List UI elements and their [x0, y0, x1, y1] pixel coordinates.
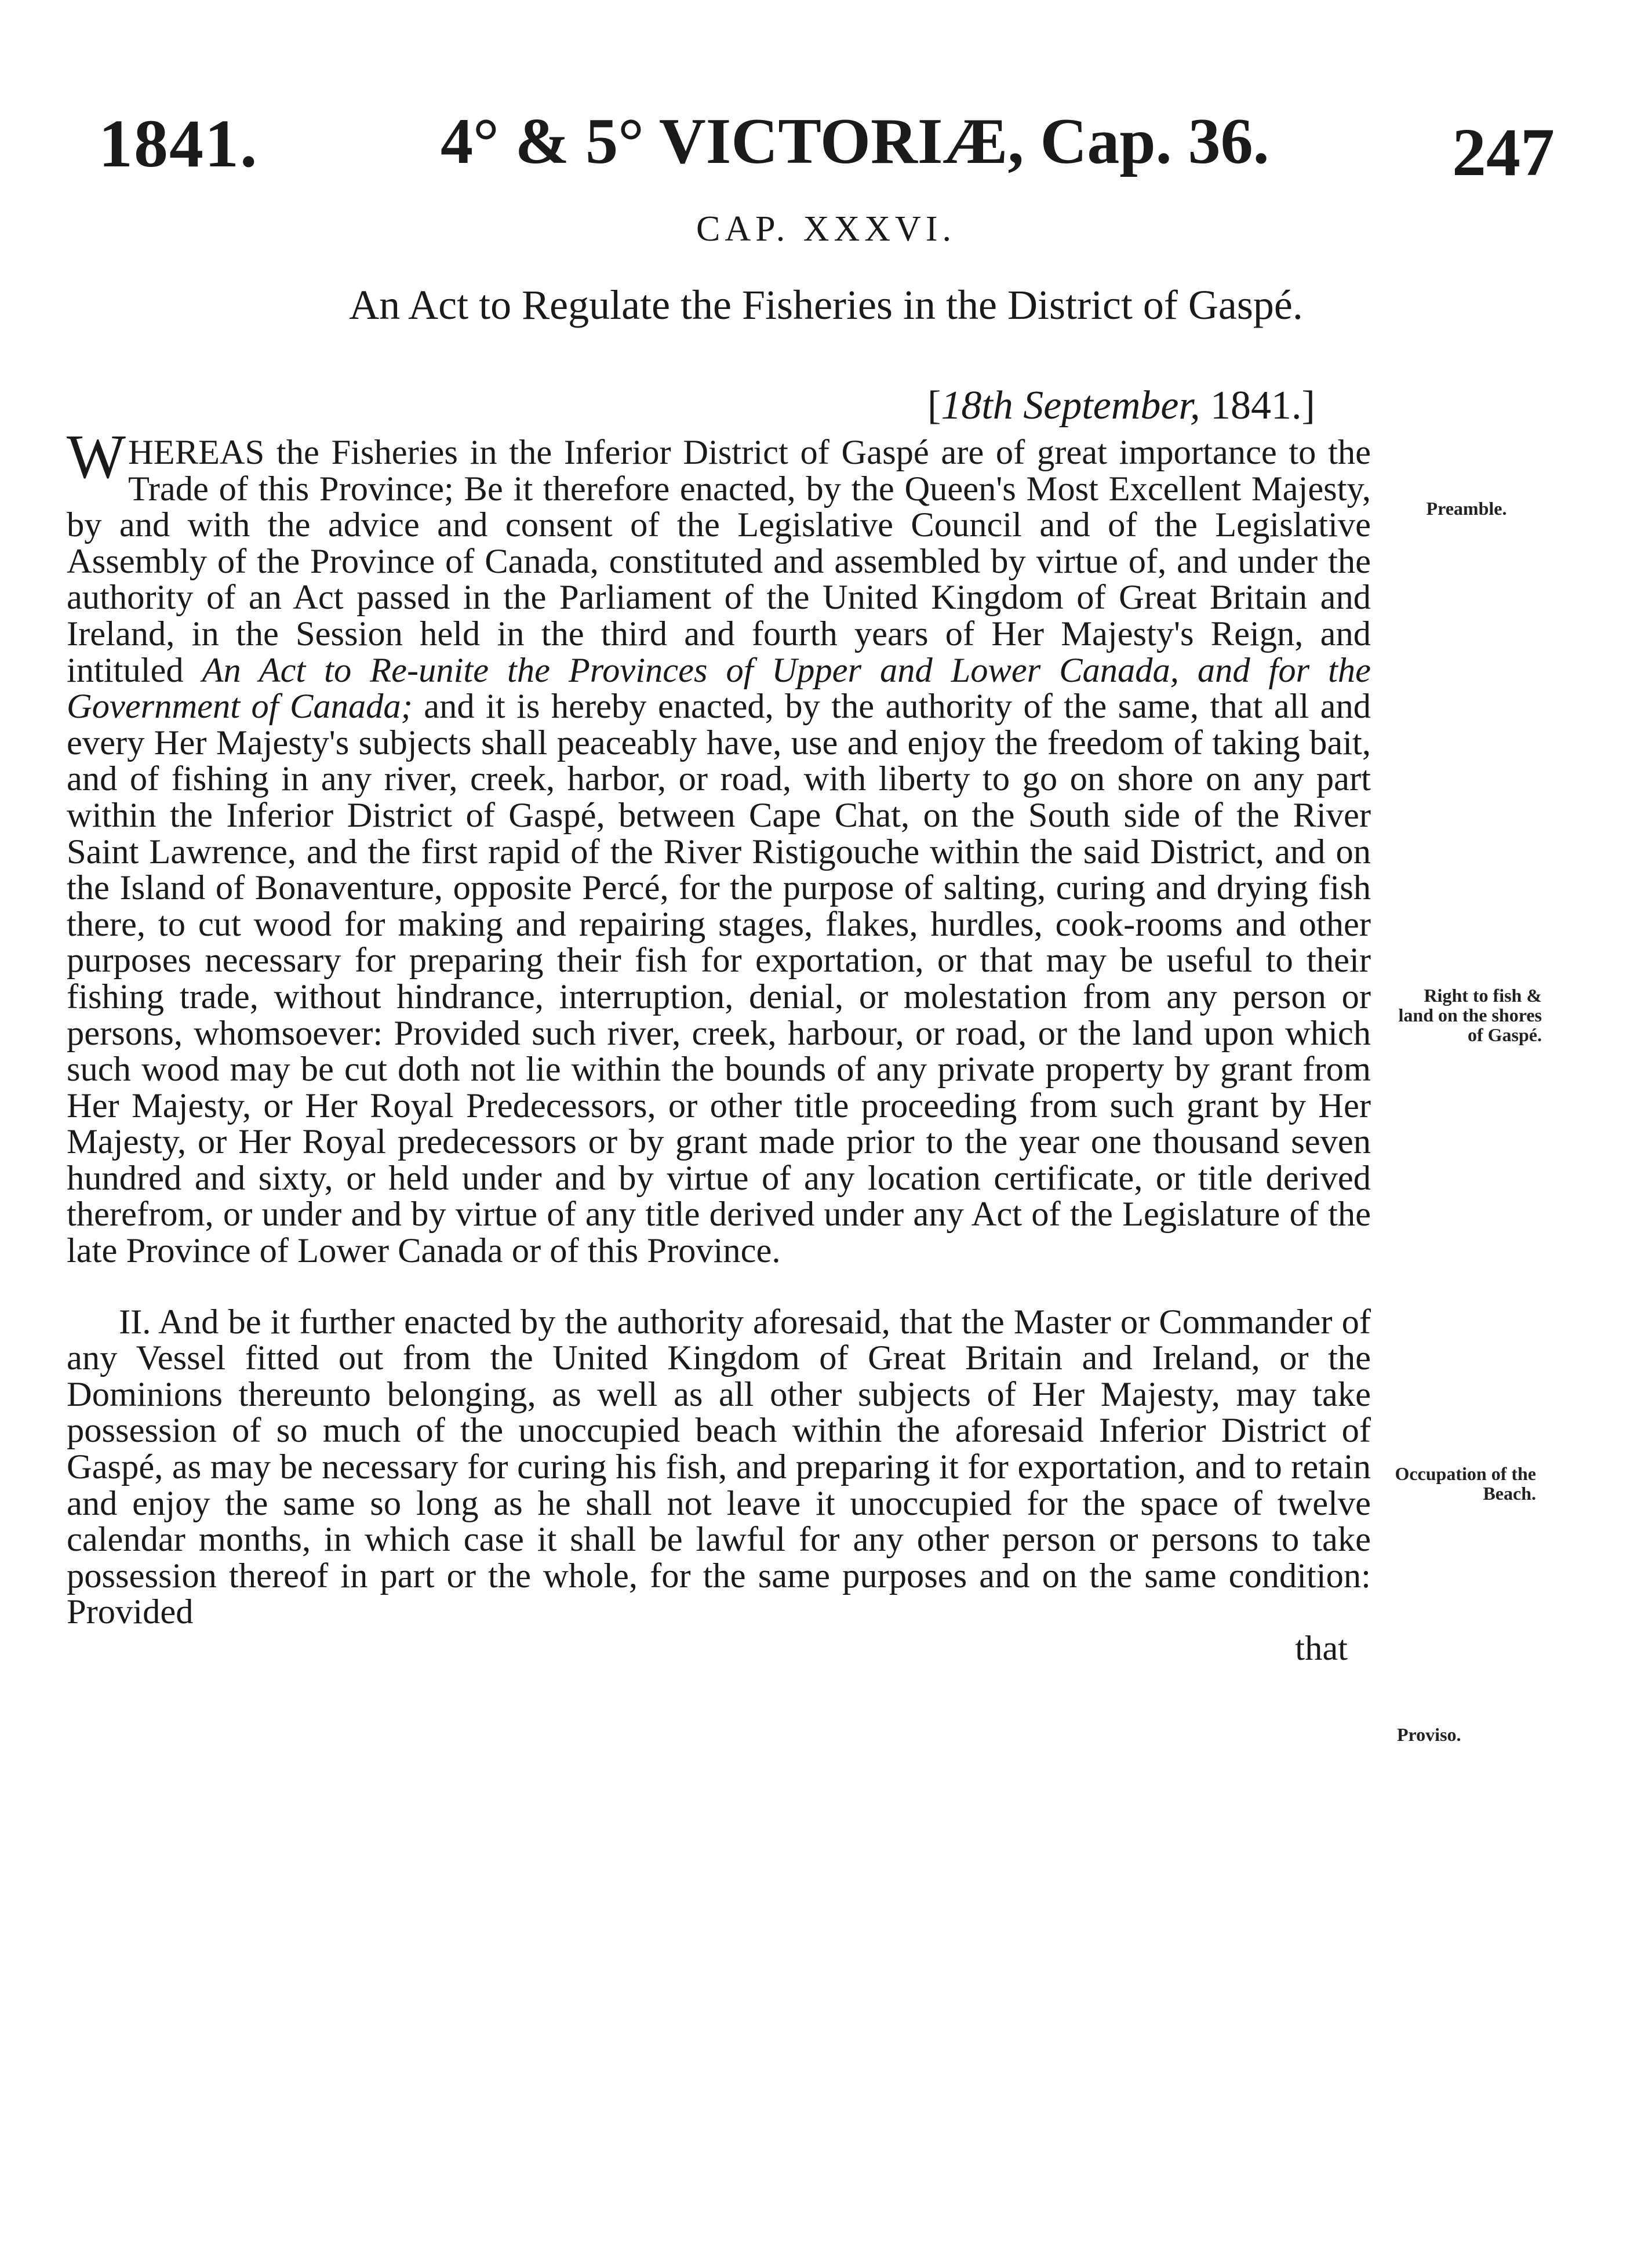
header-year: 1841. [99, 106, 259, 181]
section-2-text: II. And be it further enacted by the authority aforesaid, that the Master or Commander of any Vessel fitted out from the United Kingdom of Great Britain and Ireland, or the Dominions thereunto belonging, as well as all other subjects of Her Majesty, may take possession of so much of the unoccupied beach within the aforesaid Inferior District of Gaspé, as may be necessary for curing his fish, and preparing it for exportation, and to retain and enjoy the same so long as he shall not leave it unoccupied for the space of twelve calendar months, in which case it shall be lawful for any other person or persons to take possession thereof in part or the whole, for the same purposes and on the same condition: Provided [67, 1302, 1371, 1632]
enacting-text: and it is hereby enacted, by the authority of the same, that all and every Her Majesty's subjects shall peaceably have, use and enjoy the freedom of taking bait, and of fishing in any river, creek, harbor, or road, with liberty to go on shore on any part within the Inferior District of Gaspé, between Cape Chat, on the South side of the River Saint Lawrence, and the first rapid of the River Ristigouche within the said District, and on the Island of Bonaventure, opposite Percé, for the purpose of salting, curing and drying fish there, to cut wood for making and repairing stages, flakes, hurdles, cook-rooms and other purposes necessary for preparing their fish for exportation, or that may be useful to their fishing trade, without hindrance, interruption, denial, or molestation from any person or persons, whomsoever: Provided such river, creek, harbour, or road, or the land upon which such wood may be cut doth not lie within the bounds of any private property by grant from Her Majesty, or Her Royal Predecessors, or other title proceeding from such grant by Her Majesty, or Her Royal predecessors or by grant made prior to the year one thousand seven hundred and sixty, or held under and by virtue of any location certificate, or title derived therefrom, or under and by virtue of any title derived under any Act of the Legislature of the late Province of Lower Canada or of this Province. [67, 687, 1371, 1271]
section-2-paragraph [67, 1304, 1371, 1667]
act-body [67, 423, 1371, 1668]
preamble-text: the Fisheries in the Inferior District of Gaspé are of great importance to the Trade of this Province; Be it therefore enacted, by the Queen's Most Excellent Majesty, by and with the advice and consent of the Legislative Council and of the Legislative Assembly of the Province of Canada, constituted and assembled by virtue of, and under the authority of an Act passed in the Parliament of the United Kingdom of Great Britain and Ireland, in the Session held in the third and fourth years of Her Majesty's Reign, and intituled [67, 433, 1371, 690]
date-open: [ [927, 383, 941, 428]
page-number: 247 [1452, 114, 1555, 190]
preamble-paragraph [67, 423, 1371, 1271]
margin-note-right-to-fish: Right to fish & land on the shores of Gaspé. [1398, 985, 1542, 1045]
act-short-title: An Act to Re-unite the Provinces of Upper and Lower Canada, and for the Government of Canada; [67, 650, 1371, 726]
header-title: 4° & 5° VICTORIÆ, Cap. 36. [441, 106, 1269, 177]
chapter-heading: CAP. XXXVI. [696, 209, 956, 249]
drop-cap: W [67, 423, 126, 492]
margin-note-preamble: Preamble. [1426, 498, 1507, 519]
act-title: An Act to Regulate the Fisheries in the District of Gaspé. [349, 282, 1303, 328]
first-word: HEREAS [128, 433, 265, 472]
date-rest: 1841.] [1200, 383, 1315, 428]
margin-note-occupation: Occupation of the Beach. [1395, 1463, 1536, 1504]
catchword: that [1295, 1629, 1348, 1668]
margin-note-proviso: Proviso. [1397, 1724, 1461, 1745]
assent-date [927, 383, 1315, 429]
date-italic: 18th September, [941, 383, 1200, 428]
